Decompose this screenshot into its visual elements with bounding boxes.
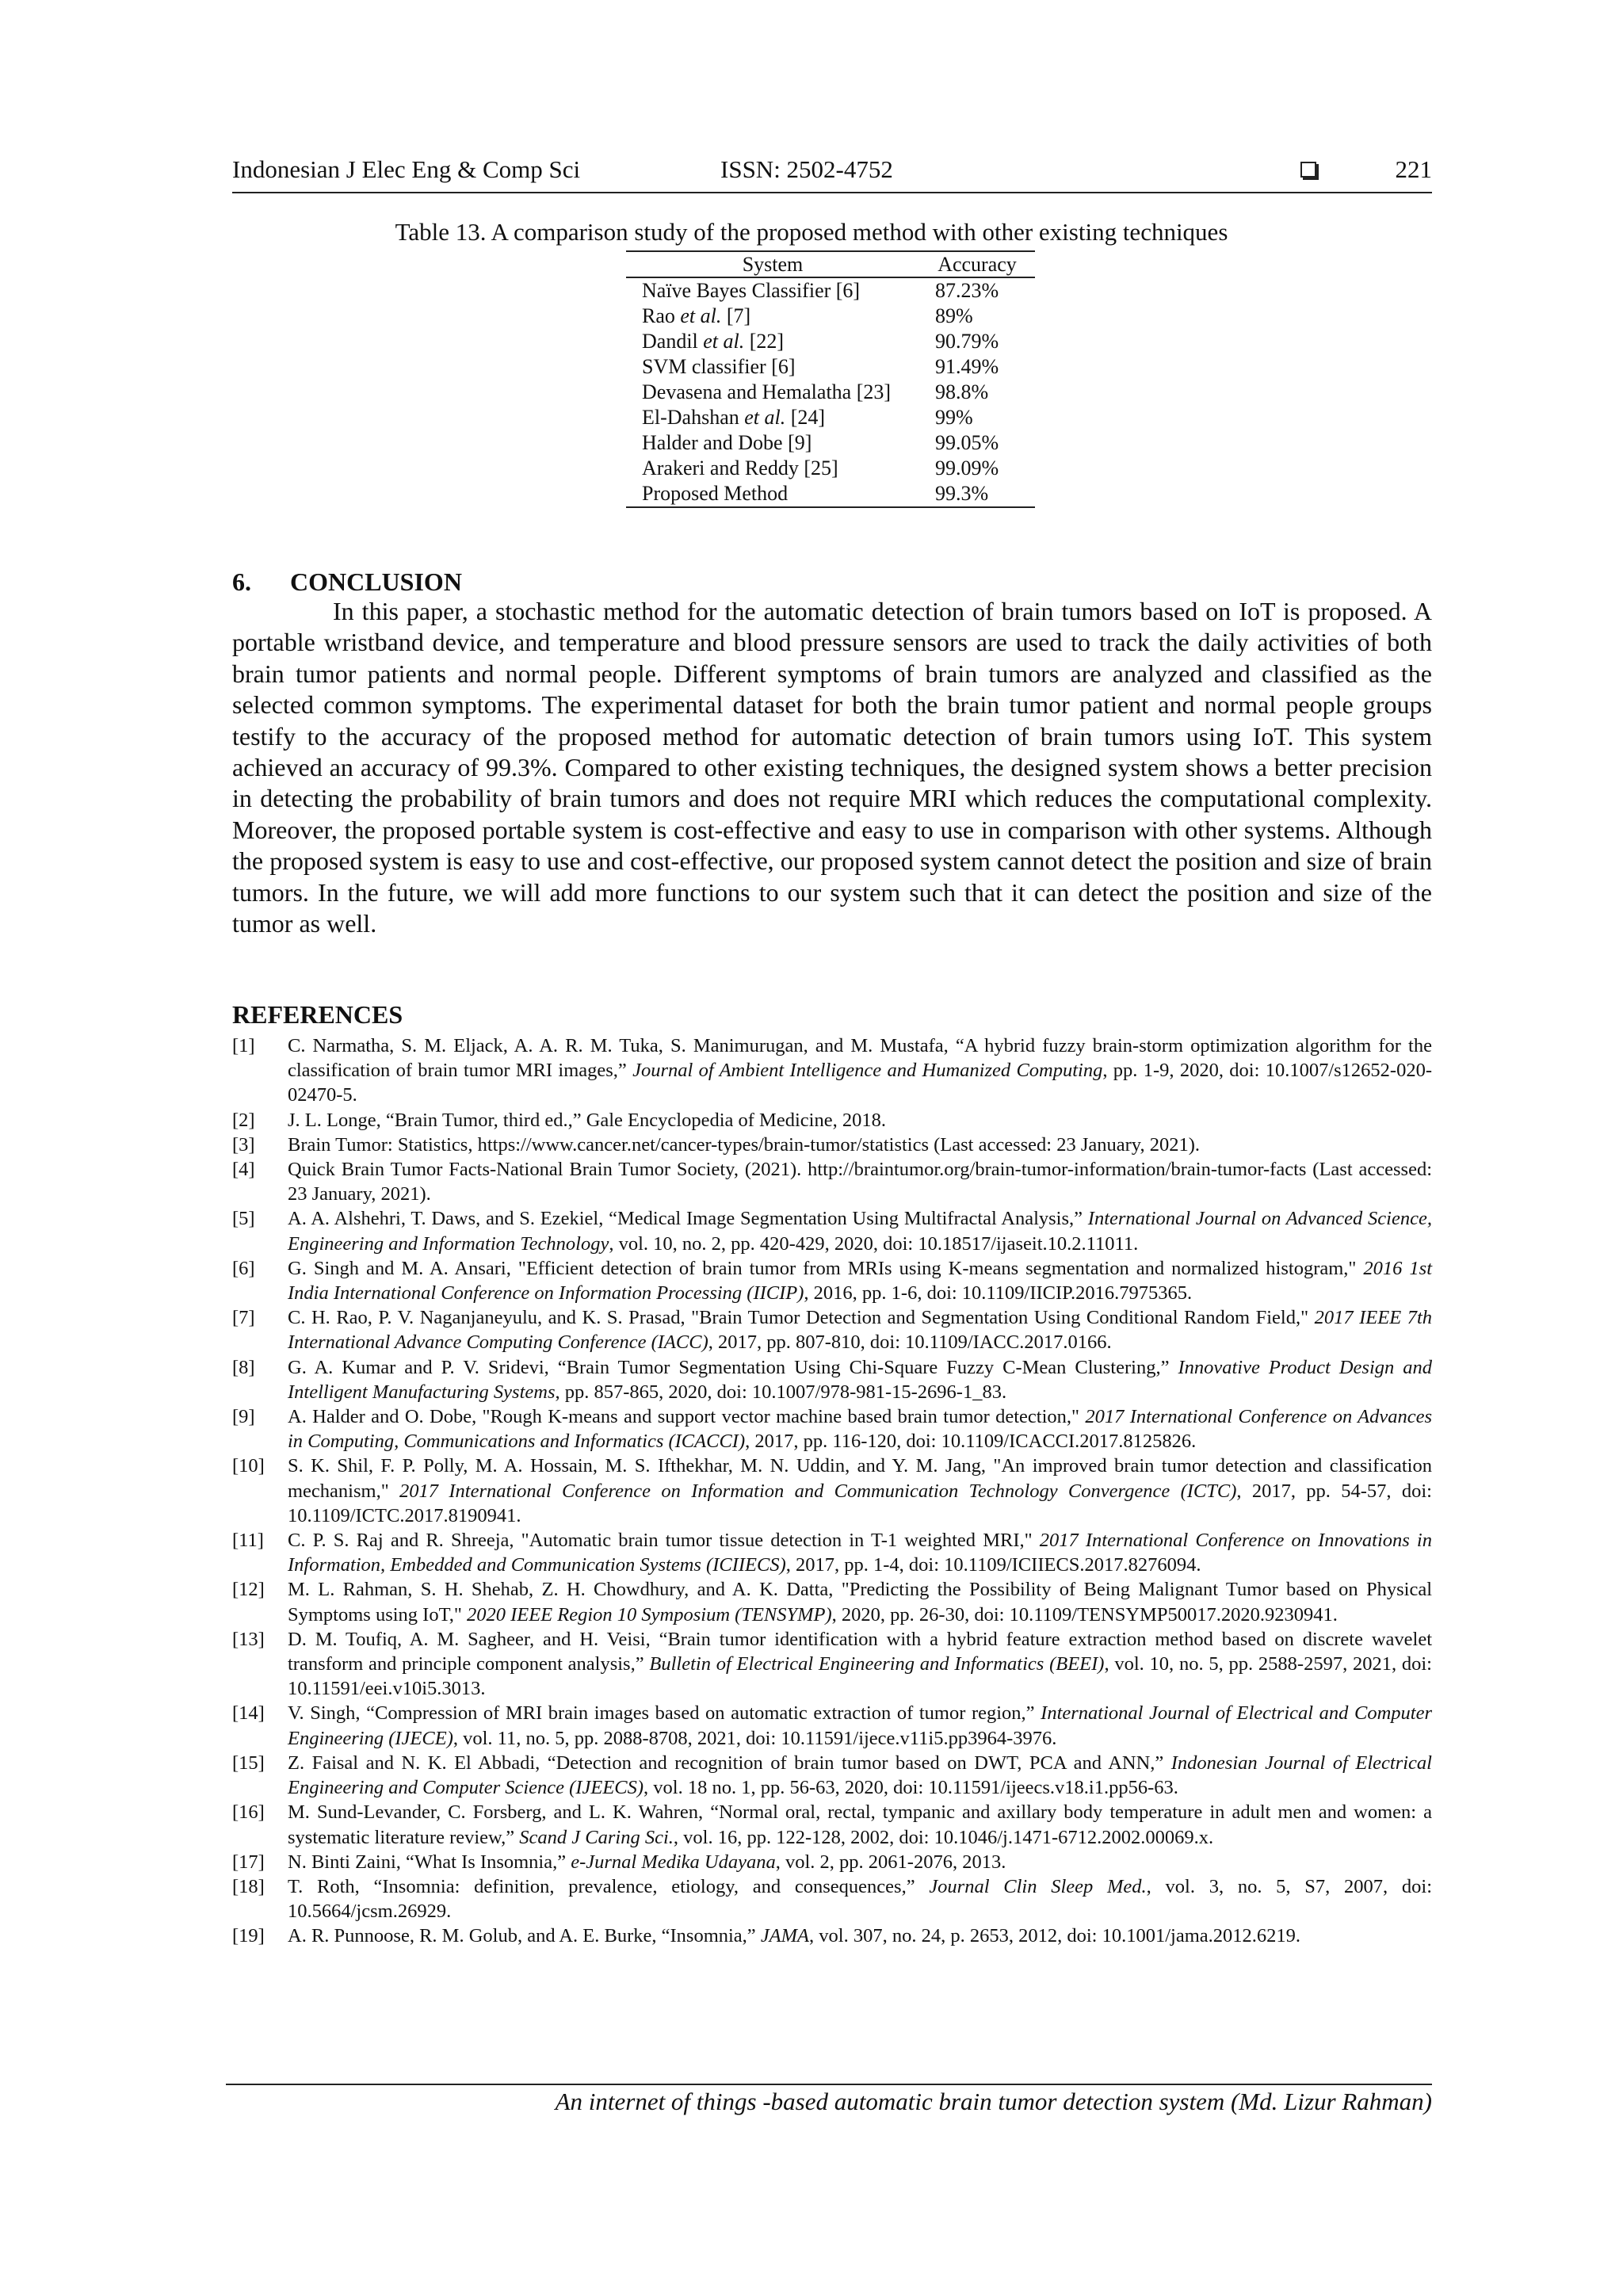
reference-number: [4] — [232, 1159, 255, 1181]
reference-number: [5] — [232, 1208, 255, 1230]
reference-details: , 2016, pp. 1-6, doi: 10.1109/IICIP.2016.7975365. — [804, 1282, 1193, 1305]
reference-item — [232, 1800, 1432, 1849]
reference-number: [18] — [232, 1875, 265, 1897]
reference-item — [232, 1850, 1432, 1874]
reference-details: , vol. 3, no. 5, S7, 2007, doi: 10.5664/jcsm.26929. — [288, 1875, 1433, 1923]
reference-venue: 2020 IEEE Region 10 Symposium (TENSYMP) — [466, 1603, 832, 1626]
reference-item — [232, 1305, 1432, 1354]
reference-venue: 2016 1st India International Conference on Information Processing (IICIP) — [288, 1257, 1433, 1305]
table-row — [626, 354, 1035, 380]
section-title: CONCLUSION — [290, 567, 462, 596]
system-cell: Devasena and Hemalatha [23] — [642, 380, 892, 403]
reference-item — [232, 1528, 1432, 1577]
page-number: 221 — [1395, 155, 1432, 183]
reference-details: , pp. 857-865, 2020, doi: 10.1007/978-981-15-2696-1_83. — [555, 1381, 1007, 1403]
reference-details: , 2017, pp. 116-120, doi: 10.1109/ICACCI.2017.8125826. — [745, 1431, 1197, 1453]
citation-number: [24] — [785, 406, 826, 429]
reference-details: , pp. 1-9, 2020, doi: 10.1007/s12652-020-02470-5. — [288, 1060, 1432, 1106]
reference-venue: Innovative Product Design and Intelligent Manufacturing Systems — [288, 1356, 1432, 1403]
reference-text: D. M. Toufiq, A. M. Sagheer, and H. Veisi, “Brain tumor identification with a hybrid feature extraction method based on discrete wavelet transform and principle component analysis,” — [288, 1628, 1432, 1675]
comparison-table — [626, 250, 1035, 508]
reference-number: [10] — [232, 1455, 265, 1477]
reference-number: [2] — [232, 1109, 255, 1131]
column-header-system: System — [626, 251, 919, 277]
reference-number: [8] — [232, 1356, 255, 1378]
reference-venue: 2017 International Conference on Innovations in Information, Embedded and Communication Systems (ICIIECS) — [288, 1530, 1432, 1576]
reference-text: Quick Brain Tumor Facts-National Brain Tumor Society, (2021). http://braintumor.org/brain-tumor-information/brain-tumor-facts (Last accessed: 23 January, 2021). — [288, 1159, 1432, 1205]
reference-text: C. H. Rao, P. V. Naganjaneyulu, and K. S. Prasad, "Brain Tumor Detection and Segmentation Using Conditional Random Field," — [288, 1307, 1315, 1329]
accuracy-cell: 87.23% — [935, 279, 999, 302]
reference-item — [232, 1133, 1432, 1157]
reference-item — [232, 1577, 1432, 1626]
table-row — [626, 456, 1035, 481]
issn-label: ISSN: 2502-4752 — [720, 155, 893, 183]
reference-item — [232, 1355, 1432, 1404]
reference-venue: Indonesian Journal of Electrical Engineering and Computer Science (IJEECS) — [288, 1752, 1432, 1799]
reference-number: [15] — [232, 1752, 265, 1774]
reference-text: A. R. Punnoose, R. M. Golub, and A. E. Burke, “Insomnia,” — [288, 1925, 761, 1947]
system-cell: SVM classifier [6] — [642, 355, 796, 378]
reference-text: J. L. Longe, “Brain Tumor, third ed.,” Gale Encyclopedia of Medicine, 2018. — [288, 1109, 886, 1131]
reference-text: A. Halder and O. Dobe, "Rough K-means and support vector machine based brain tumor detection," — [288, 1406, 1086, 1428]
table-row — [626, 380, 1035, 405]
reference-details: , vol. 16, pp. 122-128, 2002, doi: 10.1046/j.1471-6712.2002.00069.x. — [673, 1826, 1214, 1848]
reference-number: [11] — [232, 1530, 264, 1552]
system-name: Dandil — [642, 330, 704, 353]
reference-venue: Journal of Ambient Intelligence and Humanized Computing — [632, 1060, 1103, 1082]
system-cell — [626, 329, 919, 354]
system-cell: Halder and Dobe [9] — [642, 431, 812, 454]
reference-text: C. Narmatha, S. M. Eljack, A. A. R. M. Tuka, S. Manimurugan, and M. Mustafa, “A hybrid fuzzy brain-storm optimization algorithm for the classification of brain tumor MRI images,” — [288, 1035, 1432, 1082]
reference-venue: 2017 IEEE 7th International Advance Computing Conference (IACC) — [288, 1307, 1433, 1354]
table-row — [626, 304, 1035, 329]
accuracy-cell: 99.09% — [935, 457, 999, 479]
system-cell: Proposed Method — [626, 481, 919, 507]
reference-item — [232, 1157, 1432, 1206]
accuracy-cell: 90.79% — [935, 330, 999, 353]
references-heading: REFERENCES — [232, 1000, 403, 1029]
reference-item — [232, 1627, 1432, 1702]
reference-details: , 2017, pp. 807-810, doi: 10.1109/IACC.2017.0166. — [708, 1331, 1112, 1354]
reference-number: [14] — [232, 1702, 265, 1725]
reference-item — [232, 1108, 1432, 1133]
reference-venue: 2017 International Conference on Advances in Computing, Communications and Informatics (ICACCI) — [288, 1406, 1432, 1453]
reference-number: [6] — [232, 1257, 255, 1279]
reference-item — [232, 1751, 1432, 1800]
reference-text: T. Roth, “Insomnia: definition, prevalence, etiology, and consequences,” — [288, 1875, 930, 1897]
running-footer: An internet of things -based automatic brain tumor detection system (Md. Lizur Rahman) — [555, 2088, 1432, 2115]
reference-item — [232, 1701, 1432, 1750]
system-cell — [626, 405, 919, 430]
reference-text: V. Singh, “Compression of MRI brain images based on automatic extraction of tumor region,” — [288, 1702, 1041, 1725]
conclusion-paragraph: In this paper, a stochastic method for the automatic detection of brain tumors based on IoT is proposed. A portable wristband device, and temperature and blood pressure sensors are used to track the daily activities of both brain tumor patients and normal people. Different symptoms of brain tumors are analyzed and classified as the selected common symptoms. The experimental dataset for both the brain tumor patient and normal people groups testify to the accuracy of the proposed method for automatic detection of brain tumors using IoT. This system achieved an accuracy of 99.3%. Compared to other existing techniques, the designed system shows a better precision in detecting the probability of brain tumors and does not require MRI which reduces the computational complexity. Moreover, the proposed portable system is cost-effective and easy to use in comparison with other systems. Although the proposed system is easy to use and cost-effective, our proposed system cannot detect the position and size of brain tumors. In the future, we will add more functions to our system such that it can detect the position and size of the tumor as well. — [232, 597, 1432, 938]
et-al-italic: et al. — [744, 406, 786, 429]
reference-number: [17] — [232, 1851, 265, 1873]
table-caption: Table 13. A comparison study of the proposed method with other existing techniques — [395, 218, 1228, 246]
system-cell — [626, 304, 919, 329]
reference-venue: 2017 International Conference on Information and Communication Technology Convergence (ICTC) — [399, 1480, 1237, 1502]
reference-item — [232, 1256, 1432, 1305]
checkbox-square-icon — [1300, 162, 1316, 178]
reference-details: , vol. 307, no. 24, p. 2653, 2012, doi: 10.1001/jama.2012.6219. — [809, 1925, 1300, 1947]
accuracy-cell: 91.49% — [935, 355, 999, 378]
reference-text: M. Sund-Levander, C. Forsberg, and L. K. Wahren, “Normal oral, rectal, tympanic and axillary body temperature in adult men and women: a systematic literature review,” — [288, 1801, 1432, 1848]
table-row — [626, 329, 1035, 354]
reference-item — [232, 1206, 1432, 1255]
system-name: Rao — [642, 304, 681, 327]
table-header-row — [626, 251, 1035, 277]
reference-venue: e-Jurnal Medika Udayana — [571, 1851, 776, 1873]
accuracy-cell: 99.3% — [919, 481, 1035, 507]
reference-item — [232, 1874, 1432, 1924]
reference-details: , vol. 11, no. 5, pp. 2088-8708, 2021, doi: 10.11591/ijece.v11i5.pp3964-3976. — [453, 1727, 1057, 1749]
page-header — [232, 155, 1432, 193]
journal-name: Indonesian J Elec Eng & Comp Sci — [232, 155, 581, 183]
column-header-accuracy: Accuracy — [919, 251, 1035, 277]
accuracy-cell: 89% — [935, 304, 973, 327]
reference-item — [232, 1033, 1432, 1108]
reference-number: [1] — [232, 1035, 255, 1056]
accuracy-cell: 99.05% — [935, 431, 999, 454]
system-name: El-Dahshan — [642, 406, 745, 429]
reference-venue: International Journal on Advanced Science, Engineering and Information Technology — [288, 1208, 1432, 1255]
section-number: 6. — [232, 567, 251, 596]
system-cell: Arakeri and Reddy [25] — [642, 457, 838, 479]
reference-text: Z. Faisal and N. K. El Abbadi, “Detection and recognition of brain tumor based on DWT, PCA and ANN,” — [288, 1752, 1171, 1774]
reference-number: [3] — [232, 1133, 255, 1156]
citation-number: [22] — [744, 330, 785, 353]
reference-text: C. P. S. Raj and R. Shreeja, "Automatic brain tumor tissue detection in T-1 weighted MRI," — [288, 1530, 1040, 1552]
reference-venue: JAMA — [760, 1925, 810, 1947]
system-cell: Naïve Bayes Classifier [6] — [642, 279, 861, 302]
reference-number: [13] — [232, 1628, 265, 1650]
accuracy-cell: 98.8% — [935, 380, 989, 403]
table-row — [626, 277, 1035, 304]
reference-details: , 2017, pp. 1-4, doi: 10.1109/ICIIECS.2017.8276094. — [785, 1554, 1201, 1576]
reference-venue: Bulletin of Electrical Engineering and Informatics (BEEI) — [649, 1653, 1105, 1675]
reference-text: S. K. Shil, F. P. Polly, M. A. Hossain, M. S. Ifthekhar, M. N. Uddin, and Y. M. Jang, "An improved brain tumor detection and classification mechanism," — [288, 1455, 1432, 1502]
reference-text: Brain Tumor: Statistics, https://www.cancer.net/cancer-types/brain-tumor/statistics (Last accessed: 23 January, 2021). — [288, 1133, 1200, 1156]
table-row — [626, 405, 1035, 430]
reference-text: G. Singh and M. A. Ansari, "Efficient detection of brain tumor from MRIs using K-means segmentation and normalized histogram," — [288, 1257, 1364, 1279]
reference-number: [7] — [232, 1307, 255, 1329]
table-row — [626, 430, 1035, 456]
reference-venue: Journal Clin Sleep Med. — [929, 1875, 1147, 1897]
reference-item — [232, 1924, 1432, 1948]
accuracy-cell: 99% — [935, 406, 973, 429]
reference-details: , vol. 10, no. 5, pp. 2588-2597, 2021, doi: 10.11591/eei.v10i5.3013. — [288, 1653, 1432, 1700]
reference-venue: International Journal of Electrical and Computer Engineering (IJECE) — [288, 1702, 1433, 1749]
reference-item — [232, 1454, 1432, 1528]
reference-text: M. L. Rahman, S. H. Shehab, Z. H. Chowdhury, and A. K. Datta, "Predicting the Possibility of Being Malignant Tumor based on Physical Symptoms using IoT," — [288, 1579, 1432, 1626]
reference-details: , vol. 18 no. 1, pp. 56-63, 2020, doi: 10.11591/ijeecs.v18.i1.pp56-63. — [643, 1777, 1178, 1799]
reference-details: , vol. 10, no. 2, pp. 420-429, 2020, doi: 10.18517/ijaseit.10.2.11011. — [609, 1232, 1139, 1255]
reference-venue: Scand J Caring Sci. — [519, 1826, 674, 1848]
reference-details: , 2020, pp. 26-30, doi: 10.1109/TENSYMP50017.2020.9230941. — [831, 1603, 1338, 1626]
reference-number: [9] — [232, 1406, 255, 1428]
citation-number: [7] — [721, 304, 751, 327]
reference-details: , vol. 2, pp. 2061-2076, 2013. — [775, 1851, 1006, 1873]
reference-list — [232, 1033, 1432, 1949]
reference-number: [16] — [232, 1801, 265, 1824]
footer-rule — [226, 2084, 1432, 2085]
reference-text: N. Binti Zaini, “What Is Insomnia,” — [288, 1851, 571, 1873]
reference-details: , 2017, pp. 54-57, doi: 10.1109/ICTC.2017.8190941. — [288, 1480, 1432, 1526]
reference-text: G. A. Kumar and P. V. Sridevi, “Brain Tumor Segmentation Using Chi-Square Fuzzy C-Mean Clustering,” — [288, 1356, 1178, 1378]
et-al-italic: et al. — [680, 304, 722, 327]
reference-number: [12] — [232, 1579, 265, 1601]
et-al-italic: et al. — [703, 330, 745, 353]
reference-number: [19] — [232, 1925, 265, 1947]
reference-text: A. A. Alshehri, T. Daws, and S. Ezekiel, “Medical Image Segmentation Using Multifractal Analysis,” — [288, 1208, 1088, 1230]
table-row — [626, 481, 1035, 507]
reference-item — [232, 1404, 1432, 1454]
